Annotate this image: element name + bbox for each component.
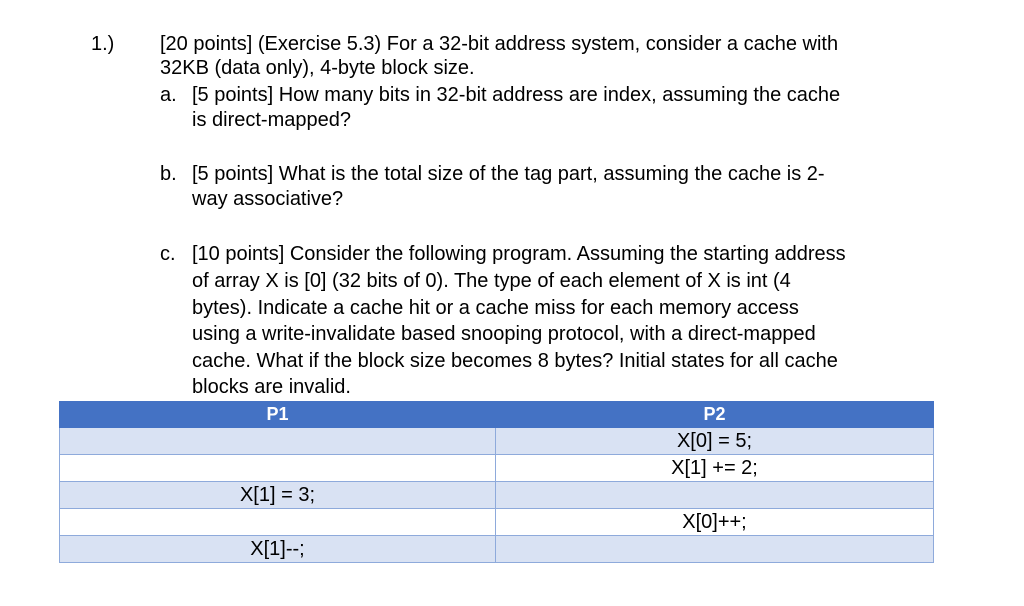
part-c-line-5: cache. What if the block size becomes 8 bytes? Initial states for all cache: [192, 350, 838, 372]
part-c-line-3: bytes). Indicate a cache hit or a cache miss for each memory access: [192, 297, 799, 319]
part-b-line-1: [5 points] What is the total size of the tag part, assuming the cache is 2-: [192, 163, 825, 185]
table-row: [60, 509, 934, 536]
table-cell-p2: X[0]++;: [496, 509, 934, 536]
table-header-row: [60, 402, 934, 428]
part-c-marker: c.: [160, 243, 176, 265]
part-a-line-2: is direct-mapped?: [192, 109, 351, 131]
part-c-line-2: of array X is [0] (32 bits of 0). The type of each element of X is int (4: [192, 270, 791, 292]
program-table: [59, 401, 934, 563]
table-cell-p1: X[1] = 3;: [60, 482, 496, 509]
table-cell-p2: X[1] += 2;: [496, 455, 934, 482]
question-intro-line-2: 32KB (data only), 4-byte block size.: [160, 57, 475, 79]
part-a-line-1: [5 points] How many bits in 32-bit address are index, assuming the cache: [192, 84, 841, 106]
table-row: [60, 482, 934, 509]
part-a-marker: a.: [160, 84, 177, 106]
table-cell-p1: X[1]--;: [60, 536, 496, 563]
table-cell-p2: [496, 536, 934, 563]
table-row: [60, 536, 934, 563]
part-c-line-1: [10 points] Consider the following program. Assuming the starting address: [192, 243, 846, 265]
table-cell-p1: [60, 428, 496, 455]
part-c-line-4: using a write-invalidate based snooping protocol, with a direct-mapped: [192, 323, 816, 345]
table-row: [60, 455, 934, 482]
part-c-line-6: blocks are invalid.: [192, 376, 351, 398]
part-b-marker: b.: [160, 163, 177, 185]
part-b-line-2: way associative?: [192, 188, 344, 210]
table-row: [60, 428, 934, 455]
question-intro-line-1: [20 points] (Exercise 5.3) For a 32-bit address system, consider a cache with: [160, 33, 839, 55]
header-p2: P2: [496, 402, 934, 428]
header-p1: P1: [60, 402, 496, 428]
table-cell-p1: [60, 509, 496, 536]
table-cell-p1: [60, 455, 496, 482]
table-cell-p2: [496, 482, 934, 509]
table-cell-p2: X[0] = 5;: [496, 428, 934, 455]
question-number: 1.): [91, 33, 115, 55]
